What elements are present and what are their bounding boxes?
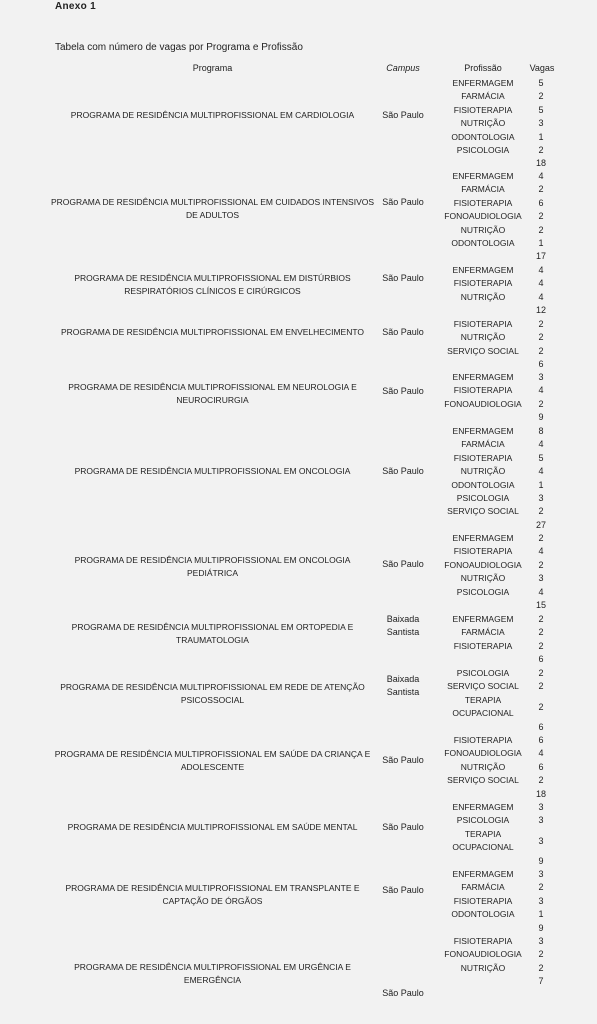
vacancy-count: 1 [538, 131, 544, 142]
program-name: PROGRAMA DE RESIDÊNCIA MULTIPROFISSIONAL EM NEUROLOGIA E NEUROCIRURGIA [68, 382, 357, 405]
profession-label: NUTRIÇÃO [460, 332, 506, 343]
program-name: PROGRAMA DE RESIDÊNCIA MULTIPROFISSIONAL EM REDE DE ATENÇÃO PSICOSSOCIAL [60, 682, 365, 705]
program-campus: São Paulo [382, 885, 424, 895]
vacancy-count: 2 [538, 614, 544, 624]
program-total: 17 [535, 251, 546, 262]
vacancy-count: 5 [538, 452, 544, 463]
vacancy-count: 5 [538, 78, 544, 88]
profession-label: FONOAUDIOLOGIA [444, 748, 522, 759]
profession-label: PSICOLOGIA [456, 145, 510, 155]
profession-label: FONOAUDIOLOGIA [444, 398, 522, 409]
profession-label: FISIOTERAPIA [453, 546, 513, 557]
program-name: PROGRAMA DE RESIDÊNCIA MULTIPROFISSIONAL EM ENVELHECIMENTO [60, 327, 365, 337]
profession-label: SERVIÇO SOCIAL [447, 506, 519, 517]
profession-label: NUTRIÇÃO [460, 224, 506, 235]
vacancy-count: 2 [538, 775, 544, 786]
program-campus: São Paulo [382, 197, 424, 207]
profession-label: FARMÁCIA [461, 882, 505, 893]
vacancy-count: 2 [538, 145, 544, 155]
vacancy-count: 4 [538, 546, 544, 557]
header-campus: Campus [386, 63, 420, 73]
profession-label: FARMÁCIA [461, 184, 505, 195]
vacancy-count: 2 [538, 681, 544, 692]
profession-label: SERVIÇO SOCIAL [447, 775, 519, 786]
vacancy-count: 3 [538, 936, 544, 946]
vacancy-count: 3 [538, 815, 544, 826]
profession-label: ENFERMAGEM [452, 614, 514, 624]
profession-label: FARMÁCIA [461, 439, 505, 450]
vacancy-count: 2 [538, 345, 544, 356]
vacancy-count: 3 [538, 573, 544, 584]
program-campus: São Paulo [382, 327, 424, 337]
program-name: PROGRAMA DE RESIDÊNCIA MULTIPROFISSIONAL EM SAÚDE MENTAL [67, 822, 358, 832]
program-name: PROGRAMA DE RESIDÊNCIA MULTIPROFISSIONAL EM ONCOLOGIA [74, 466, 351, 476]
profession-label: PSICOLOGIA [456, 586, 510, 597]
program-total: 6 [538, 654, 544, 665]
vacancy-count: 2 [538, 701, 544, 712]
profession-label: FONOAUDIOLOGIA [444, 211, 522, 222]
profession-label: FONOAUDIOLOGIA [444, 949, 522, 960]
profession-label: ENFERMAGEM [452, 171, 514, 181]
program-total: 18 [535, 788, 546, 799]
vacancy-count: 1 [538, 479, 544, 490]
profession-label: NUTRIÇÃO [460, 761, 506, 772]
vacancy-count: 1 [538, 238, 544, 248]
vacancy-count: 5 [538, 104, 544, 115]
profession-label: SERVIÇO SOCIAL [447, 681, 519, 692]
vacancy-count: 2 [538, 91, 544, 102]
program-name: PROGRAMA DE RESIDÊNCIA MULTIPROFISSIONAL EM DISTÚRBIOS RESPIRATÓRIOS CLÍNICOS E CIRÚRGICOS [74, 273, 351, 296]
program-total: 6 [538, 359, 544, 370]
vacancy-count: 4 [538, 291, 544, 302]
vacancy-count: 2 [538, 627, 544, 638]
profession-label: ODONTOLOGIA [451, 479, 515, 490]
vacancy-count: 6 [538, 735, 544, 745]
program-campus: São Paulo [382, 273, 424, 283]
program-name: PROGRAMA DE RESIDÊNCIA MULTIPROFISSIONAL EM ONCOLOGIA PEDIÁTRICA [74, 555, 351, 578]
program-total: 7 [538, 976, 544, 987]
header-profissao: Profissão [464, 63, 502, 73]
vacancy-count: 3 [538, 869, 544, 879]
profession-label: ENFERMAGEM [452, 533, 514, 543]
program-campus: São Paulo [382, 755, 424, 765]
vacancy-count: 3 [538, 493, 544, 503]
program-total: 12 [535, 305, 546, 316]
profession-label: ODONTOLOGIA [451, 131, 515, 142]
program-campus: São Paulo [382, 110, 424, 120]
profession-label: FARMÁCIA [461, 627, 505, 638]
annex-heading: Anexo 1 [55, 1, 97, 12]
profession-label: ENFERMAGEM [452, 869, 514, 879]
profession-label: FISIOTERAPIA [453, 278, 513, 289]
program-campus: São Paulo [382, 822, 424, 832]
profession-label: ODONTOLOGIA [451, 238, 515, 248]
profession-label: FISIOTERAPIA [453, 104, 513, 115]
profession-label: PSICOLOGIA [456, 493, 510, 503]
profession-label: ENFERMAGEM [452, 802, 514, 812]
program-total: 9 [538, 412, 544, 423]
vacancy-count: 2 [538, 319, 544, 329]
vacancy-count: 4 [538, 278, 544, 289]
vacancy-count: 6 [538, 761, 544, 772]
profession-label: FONOAUDIOLOGIA [444, 559, 522, 570]
profession-label: NUTRIÇÃO [460, 291, 506, 302]
program-total: 9 [538, 855, 544, 866]
program-total: 6 [538, 721, 544, 732]
profession-label: NUTRIÇÃO [460, 118, 506, 129]
vacancy-count: 3 [538, 802, 544, 812]
profession-label: FISIOTERAPIA [453, 452, 513, 463]
profession-label: OCUPACIONAL [452, 842, 514, 853]
profession-label: TERAPIA [464, 828, 502, 839]
vacancy-count: 4 [538, 466, 544, 477]
vacancy-count: 2 [538, 398, 544, 409]
profession-label: FISIOTERAPIA [453, 640, 513, 651]
vacancy-count: 8 [538, 426, 544, 436]
profession-label: FISIOTERAPIA [453, 936, 513, 946]
header-programa: Programa [192, 63, 233, 73]
vacancy-count: 4 [538, 748, 544, 759]
program-campus: São Paulo [382, 386, 424, 396]
profession-label: ENFERMAGEM [452, 265, 514, 275]
profession-label: FISIOTERAPIA [453, 385, 513, 396]
vacancy-count: 2 [538, 949, 544, 960]
profession-label: NUTRIÇÃO [460, 573, 506, 584]
program-name: PROGRAMA DE RESIDÊNCIA MULTIPROFISSIONAL EM SAÚDE DA CRIANÇA E ADOLESCENTE [54, 749, 371, 772]
program-total: 18 [535, 158, 546, 169]
vacancy-count: 2 [538, 332, 544, 343]
profession-label: FISIOTERAPIA [453, 319, 513, 329]
vacancy-count: 2 [538, 184, 544, 195]
vacancy-count: 3 [538, 895, 544, 906]
profession-label: FISIOTERAPIA [453, 735, 513, 745]
header-vagas: Vagas [529, 63, 555, 73]
vacancy-count: 2 [538, 640, 544, 651]
program-campus: São Paulo [382, 466, 424, 476]
vacancy-count: 3 [538, 118, 544, 129]
vacancy-count: 2 [538, 533, 544, 543]
profession-label: ENFERMAGEM [452, 426, 514, 436]
program-name: PROGRAMA DE RESIDÊNCIA MULTIPROFISSIONAL EM ORTOPEDIA E TRAUMATOLOGIA [71, 622, 354, 645]
vacancy-count: 4 [538, 385, 544, 396]
profession-label: ODONTOLOGIA [451, 909, 515, 920]
table-caption: Tabela com número de vagas por Programa e Profissão [55, 42, 303, 53]
program-campus: São Paulo [382, 559, 424, 569]
program-total: 9 [538, 922, 544, 933]
vacancy-count: 4 [538, 586, 544, 597]
profession-label: PSICOLOGIA [456, 668, 510, 678]
program-campus: Baixada Santista [386, 614, 420, 637]
vacancy-count: 6 [538, 197, 544, 208]
vacancy-count: 3 [538, 372, 544, 382]
program-total: 27 [535, 519, 546, 530]
profession-label: OCUPACIONAL [452, 708, 514, 719]
profession-label: FARMÁCIA [461, 91, 505, 102]
profession-label: NUTRIÇÃO [460, 466, 506, 477]
vacancy-count: 4 [538, 171, 544, 181]
vacancy-count: 3 [538, 835, 544, 846]
profession-label: FISIOTERAPIA [453, 895, 513, 906]
program-name: PROGRAMA DE RESIDÊNCIA MULTIPROFISSIONAL EM CUIDADOS INTENSIVOS DE ADULTOS [50, 197, 375, 220]
vacancy-count: 4 [538, 439, 544, 450]
program-campus: Baixada Santista [386, 674, 420, 697]
profession-label: PSICOLOGIA [456, 815, 510, 826]
vacancy-count: 2 [538, 211, 544, 222]
program-name: PROGRAMA DE RESIDÊNCIA MULTIPROFISSIONAL EM URGÊNCIA E EMERGÊNCIA [74, 962, 351, 985]
profession-label: FISIOTERAPIA [453, 197, 513, 208]
profession-label: NUTRIÇÃO [460, 962, 506, 973]
profession-label: SERVIÇO SOCIAL [447, 345, 519, 356]
vacancy-count: 2 [538, 224, 544, 235]
profession-label: TERAPIA [464, 694, 502, 705]
vacancy-count: 2 [538, 506, 544, 517]
program-name: PROGRAMA DE RESIDÊNCIA MULTIPROFISSIONAL EM CARDIOLOGIA [70, 110, 355, 120]
profession-label: ENFERMAGEM [452, 78, 514, 88]
vacancy-count: 2 [538, 962, 544, 973]
program-campus: São Paulo [382, 988, 424, 998]
vacancy-count: 4 [538, 265, 544, 275]
profession-label: ENFERMAGEM [452, 372, 514, 382]
program-total: 15 [535, 600, 546, 610]
vacancy-count: 2 [538, 668, 544, 678]
vacancy-count: 2 [538, 559, 544, 570]
vacancy-count: 1 [538, 909, 544, 920]
program-name: PROGRAMA DE RESIDÊNCIA MULTIPROFISSIONAL EM TRANSPLANTE E CAPTAÇÃO DE ÓRGÃOS [65, 883, 360, 906]
vacancy-count: 2 [538, 882, 544, 893]
